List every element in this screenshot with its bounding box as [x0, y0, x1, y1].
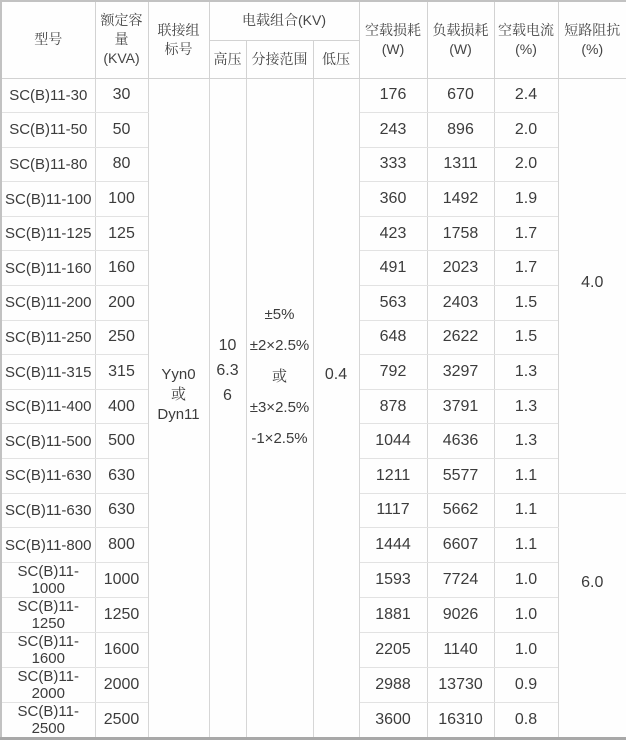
- load-loss-cell: 1140: [427, 632, 494, 667]
- capacity-cell: 315: [95, 355, 148, 390]
- no-load-loss-cell: 648: [359, 320, 427, 355]
- capacity-cell: 125: [95, 216, 148, 251]
- header-rated-capacity-line1: 额定容量: [100, 12, 143, 48]
- no-load-current-cell: 2.4: [494, 78, 558, 113]
- capacity-cell: 500: [95, 424, 148, 459]
- model-cell: SC(B)11-2000: [1, 667, 95, 702]
- model-cell: SC(B)11-160: [1, 251, 95, 286]
- no-load-loss-cell: 243: [359, 113, 427, 148]
- load-loss-cell: 1758: [427, 216, 494, 251]
- connection-cell-line: Dyn11: [157, 405, 200, 423]
- no-load-loss-cell: 176: [359, 78, 427, 113]
- no-load-loss-cell: 423: [359, 216, 427, 251]
- no-load-loss-cell: 3600: [359, 702, 427, 738]
- load-loss-cell: 896: [427, 113, 494, 148]
- load-loss-cell: 5662: [427, 493, 494, 528]
- header-voltage-combination: 电载组合(KV): [209, 1, 359, 40]
- no-load-loss-cell: 1881: [359, 597, 427, 632]
- no-load-current-cell: 0.9: [494, 667, 558, 702]
- header-no-load-loss-line1: 空载损耗: [365, 21, 422, 38]
- model-cell: SC(B)11-100: [1, 182, 95, 217]
- model-cell: SC(B)11-1250: [1, 597, 95, 632]
- header-no-load-current: [494, 1, 558, 78]
- header-model: 型号: [1, 1, 95, 78]
- load-loss-cell: 1311: [427, 147, 494, 182]
- tap-range-cell-line: 或: [271, 368, 287, 386]
- no-load-loss-cell: 1117: [359, 493, 427, 528]
- impedance-cell-content: 4.0: [581, 273, 604, 291]
- tap-range-cell-line: ±3×2.5%: [249, 399, 310, 417]
- header-hv: 高压: [209, 40, 246, 78]
- impedance-cell-content: 6.0: [581, 574, 604, 592]
- load-loss-cell: 16310: [427, 702, 494, 738]
- header-tap-range: 分接范围: [246, 40, 313, 78]
- capacity-cell: 50: [95, 113, 148, 148]
- tap-range-cell-line: ±2×2.5%: [249, 337, 310, 355]
- model-cell: SC(B)11-500: [1, 424, 95, 459]
- no-load-current-cell: 1.5: [494, 320, 558, 355]
- no-load-loss-cell: 1044: [359, 424, 427, 459]
- capacity-cell: 2500: [95, 702, 148, 738]
- no-load-current-cell: 2.0: [494, 147, 558, 182]
- no-load-current-cell: 1.5: [494, 286, 558, 321]
- capacity-cell: 800: [95, 528, 148, 563]
- hv-cell: [209, 78, 246, 738]
- model-cell: SC(B)11-800: [1, 528, 95, 563]
- table-row: [1, 78, 626, 113]
- no-load-loss-cell: 491: [359, 251, 427, 286]
- header-load-loss: [427, 1, 494, 78]
- no-load-current-cell: 1.1: [494, 493, 558, 528]
- header-rated-capacity-line2: (KVA): [103, 50, 140, 67]
- model-cell: SC(B)11-250: [1, 320, 95, 355]
- load-loss-cell: 6607: [427, 528, 494, 563]
- capacity-cell: 30: [95, 78, 148, 113]
- capacity-cell: 2000: [95, 667, 148, 702]
- load-loss-cell: 1492: [427, 182, 494, 217]
- no-load-current-cell: 1.1: [494, 528, 558, 563]
- header-no-load-current-line2: (%): [515, 40, 537, 57]
- model-cell: SC(B)11-30: [1, 78, 95, 113]
- header-connection-group-line1: 联接组: [157, 21, 200, 38]
- lv-cell: [313, 78, 359, 738]
- load-loss-cell: 2023: [427, 251, 494, 286]
- impedance-cell: [558, 78, 626, 493]
- load-loss-cell: 3297: [427, 355, 494, 390]
- connection-cell-line: 或: [170, 385, 186, 403]
- no-load-loss-cell: 563: [359, 286, 427, 321]
- table-body: [1, 78, 626, 738]
- table-header: [1, 1, 626, 78]
- tap-range-cell: [246, 78, 313, 738]
- no-load-current-cell: 1.1: [494, 459, 558, 494]
- load-loss-cell: 2403: [427, 286, 494, 321]
- no-load-current-cell: 1.0: [494, 632, 558, 667]
- no-load-loss-cell: 360: [359, 182, 427, 217]
- hv-cell-line: 6: [223, 387, 232, 405]
- capacity-cell: 1000: [95, 562, 148, 597]
- header-rated-capacity: [95, 1, 148, 78]
- no-load-loss-cell: 1593: [359, 562, 427, 597]
- no-load-loss-cell: 1211: [359, 459, 427, 494]
- tap-range-cell-content: [247, 299, 313, 454]
- no-load-current-cell: 1.7: [494, 251, 558, 286]
- load-loss-cell: 670: [427, 78, 494, 113]
- capacity-cell: 630: [95, 459, 148, 494]
- no-load-loss-cell: 333: [359, 147, 427, 182]
- capacity-cell: 400: [95, 389, 148, 424]
- hv-cell-line: 6.3: [216, 362, 239, 380]
- header-connection-group: [148, 1, 209, 78]
- model-cell: SC(B)11-630: [1, 493, 95, 528]
- no-load-current-cell: 0.8: [494, 702, 558, 738]
- capacity-cell: 200: [95, 286, 148, 321]
- no-load-current-cell: 1.3: [494, 424, 558, 459]
- header-no-load-loss: [359, 1, 427, 78]
- capacity-cell: 100: [95, 182, 148, 217]
- capacity-cell: 80: [95, 147, 148, 182]
- load-loss-cell: 9026: [427, 597, 494, 632]
- capacity-cell: 1600: [95, 632, 148, 667]
- hv-cell-content: [210, 333, 246, 408]
- model-cell: SC(B)11-400: [1, 389, 95, 424]
- tap-range-cell-line: ±5%: [264, 306, 295, 324]
- no-load-current-cell: 2.0: [494, 113, 558, 148]
- header-lv: 低压: [313, 40, 359, 78]
- capacity-cell: 630: [95, 493, 148, 528]
- header-impedance: [558, 1, 626, 78]
- load-loss-cell: 4636: [427, 424, 494, 459]
- no-load-current-cell: 1.0: [494, 562, 558, 597]
- tap-range-cell-line: -1×2.5%: [251, 430, 308, 448]
- model-cell: SC(B)11-630: [1, 459, 95, 494]
- header-load-loss-line2: (W): [449, 40, 472, 57]
- header-load-loss-line1: 负载损耗: [432, 21, 489, 38]
- connection-cell-line: Yyn0: [161, 365, 196, 383]
- load-loss-cell: 5577: [427, 459, 494, 494]
- no-load-loss-cell: 878: [359, 389, 427, 424]
- no-load-loss-cell: 1444: [359, 528, 427, 563]
- model-cell: SC(B)11-125: [1, 216, 95, 251]
- no-load-loss-cell: 2988: [359, 667, 427, 702]
- no-load-current-cell: 1.0: [494, 597, 558, 632]
- header-row-1: [1, 1, 626, 40]
- impedance-cell: [558, 493, 626, 738]
- load-loss-cell: 3791: [427, 389, 494, 424]
- capacity-cell: 160: [95, 251, 148, 286]
- no-load-current-cell: 1.3: [494, 389, 558, 424]
- no-load-loss-cell: 2205: [359, 632, 427, 667]
- hv-cell-line: 10: [218, 337, 237, 355]
- header-impedance-line2: (%): [581, 40, 604, 57]
- header-no-load-loss-line2: (W): [381, 40, 405, 57]
- connection-cell-content: [149, 365, 209, 425]
- header-no-load-current-line1: 空载电流: [498, 21, 555, 38]
- capacity-cell: 1250: [95, 597, 148, 632]
- lv-cell-content: 0.4: [324, 365, 348, 383]
- header-impedance-line1: 短路阻抗: [564, 21, 621, 38]
- connection-cell: [148, 78, 209, 738]
- load-loss-cell: 13730: [427, 667, 494, 702]
- model-cell: SC(B)11-2500: [1, 702, 95, 738]
- header-connection-group-line2: 标号: [164, 40, 193, 57]
- model-cell: SC(B)11-50: [1, 113, 95, 148]
- no-load-current-cell: 1.3: [494, 355, 558, 390]
- no-load-current-cell: 1.9: [494, 182, 558, 217]
- model-cell: SC(B)11-80: [1, 147, 95, 182]
- model-cell: SC(B)11-1600: [1, 632, 95, 667]
- load-loss-cell: 7724: [427, 562, 494, 597]
- model-cell: SC(B)11-200: [1, 286, 95, 321]
- model-cell: SC(B)11-1000: [1, 562, 95, 597]
- no-load-current-cell: 1.7: [494, 216, 558, 251]
- no-load-loss-cell: 792: [359, 355, 427, 390]
- capacity-cell: 250: [95, 320, 148, 355]
- model-cell: SC(B)11-315: [1, 355, 95, 390]
- load-loss-cell: 2622: [427, 320, 494, 355]
